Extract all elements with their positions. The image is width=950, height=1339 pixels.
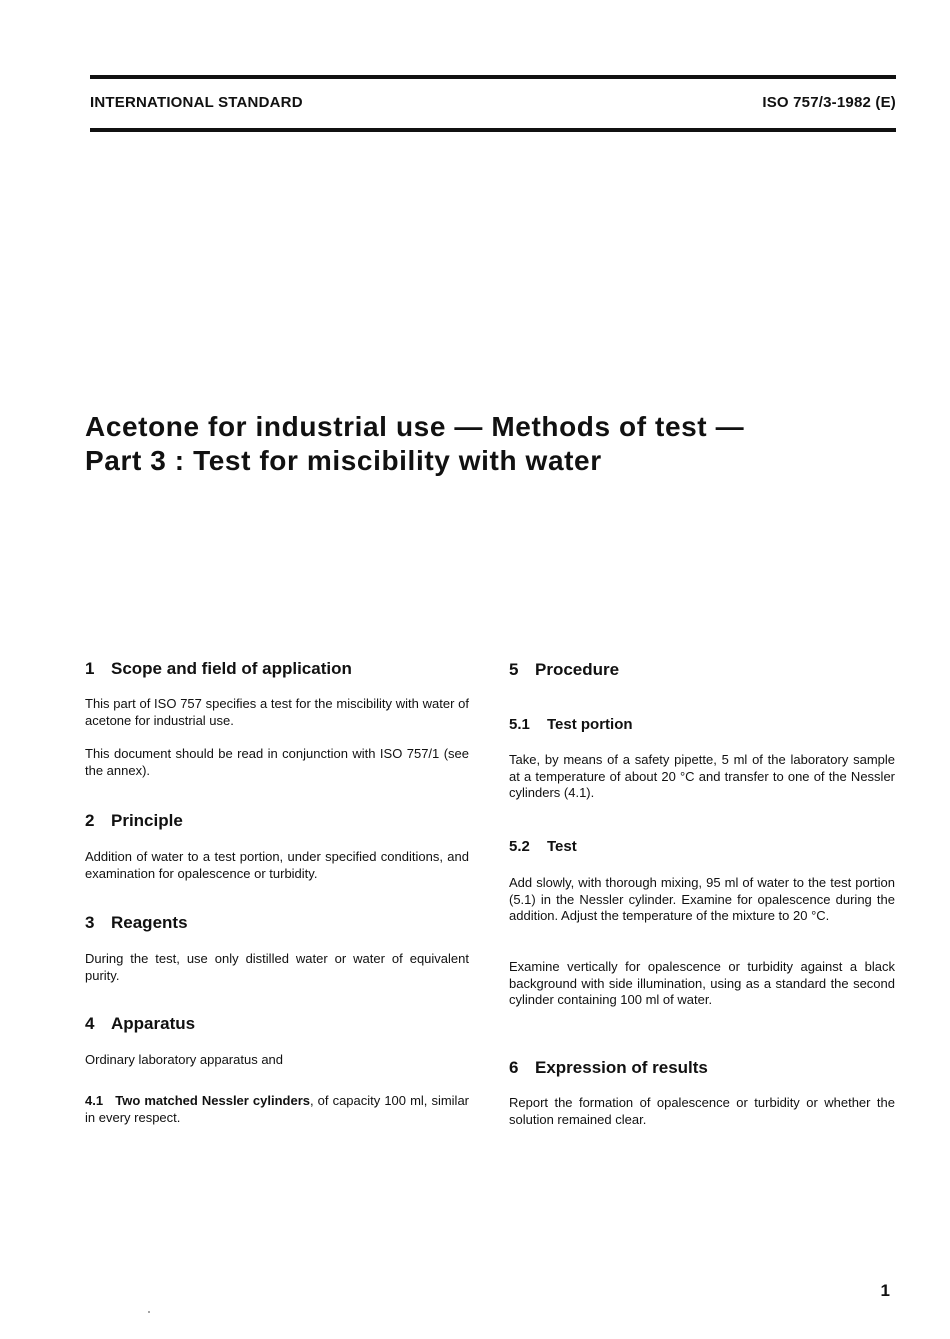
- subsection-number: 5.1: [509, 716, 530, 733]
- section-title: Principle: [111, 811, 183, 830]
- section-title: Procedure: [535, 660, 620, 679]
- section-2-heading: [85, 811, 469, 831]
- subsection-number: 4.1: [85, 1093, 104, 1108]
- section-3-paragraph-1: During the test, use only distilled water or water of equivalent purity.: [85, 951, 469, 983]
- section-5-heading: [509, 660, 895, 680]
- apparatus-item-description: , of capacity 100 ml, similar in every respect.: [85, 1093, 470, 1125]
- section-3-heading: [85, 913, 469, 933]
- section-5-2-paragraph-2: Examine vertically for opalescence or turbidity against a black background with side illumination, using as a standard the second cylinder containing 100 ml of water.: [509, 959, 895, 1007]
- document-type-label: INTERNATIONAL STANDARD: [90, 94, 303, 111]
- section-number: 3: [85, 913, 95, 932]
- section-number: 2: [85, 811, 95, 830]
- section-title: Reagents: [111, 913, 188, 932]
- section-1-heading: [85, 659, 469, 679]
- section-number: 6: [509, 1058, 519, 1077]
- subsection-number: 5.2: [509, 838, 530, 855]
- standard-number: ISO 757/3-1982 (E): [762, 94, 896, 111]
- document-title: [85, 410, 744, 478]
- section-title: Apparatus: [111, 1014, 196, 1033]
- section-title: Scope and field of application: [111, 659, 352, 678]
- section-6-paragraph-1: Report the formation of opalescence or turbidity or whether the solution remained clear.: [509, 1095, 895, 1127]
- section-5-1-paragraph-1: Take, by means of a safety pipette, 5 ml of the laboratory sample at a temperature of about 20 °C and transfer to one of the Nessler cylinders (4.1).: [509, 752, 895, 800]
- scan-speck: [148, 1311, 150, 1313]
- section-number: 1: [85, 659, 95, 678]
- page-number: 1: [880, 1281, 890, 1300]
- section-1-paragraph-2: This document should be read in conjunction with ISO 757/1 (see the annex).: [85, 746, 469, 778]
- header-rule-top: [90, 75, 896, 79]
- section-number: 5: [509, 660, 519, 679]
- section-6-heading: [509, 1058, 895, 1078]
- section-number: 4: [85, 1014, 95, 1033]
- header-rule-bottom: [90, 128, 896, 132]
- subsection-title: Test portion: [547, 716, 633, 733]
- section-title: Expression of results: [535, 1058, 708, 1077]
- apparatus-item-name: Two matched Nessler cylinders: [115, 1093, 310, 1108]
- section-5-2-paragraph-1: Add slowly, with thorough mixing, 95 ml of water to the test portion (5.1) in the Nessler cylinder. Examine for opalescence during the addition. Adjust the temperature of the mixture to 20 °C.: [509, 875, 895, 923]
- section-5-2-heading: [509, 838, 895, 855]
- section-1-paragraph-1: This part of ISO 757 specifies a test for the miscibility with water of acetone for industrial use.: [85, 696, 469, 728]
- title-line-2: Part 3 : Test for miscibility with water: [85, 445, 602, 476]
- section-2-paragraph-1: Addition of water to a test portion, under specified conditions, and examination for opalescence or turbidity.: [85, 849, 469, 881]
- title-line-1: Acetone for industrial use — Methods of test —: [85, 411, 745, 442]
- section-4-1-paragraph: [85, 1093, 469, 1126]
- section-5-1-heading: [509, 716, 895, 733]
- subsection-title: Test: [547, 838, 577, 855]
- section-4-heading: [85, 1014, 469, 1034]
- section-4-paragraph-1: Ordinary laboratory apparatus and: [85, 1052, 284, 1067]
